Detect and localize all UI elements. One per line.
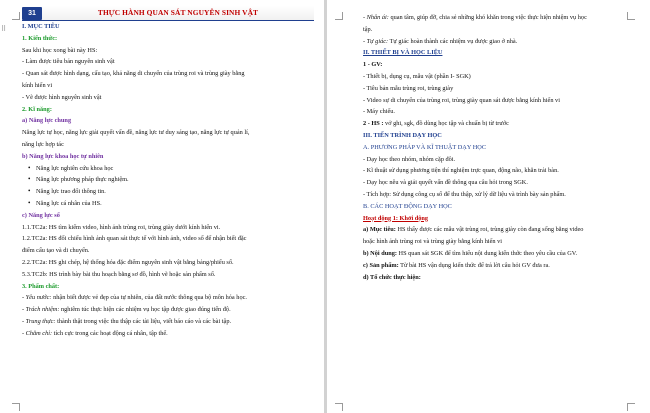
crop-mark	[12, 403, 20, 411]
text-line: d) Tổ chức thực hiện:	[363, 273, 421, 281]
text-line: - Trách nhiệm: nghiêm túc thực hiện các nhiệm vụ học tập được giao đúng tiến độ.	[22, 306, 231, 314]
text-line: • Năng lực nghiên cứu khoa học	[22, 163, 314, 175]
text-line: - Thiết bị, dụng cụ, mẫu vật (phần I- SGK)	[363, 72, 471, 80]
lesson-number-badge: 31	[22, 7, 42, 20]
text-line: - Tự giác: Tự giác hoàn thành các nhiệm vụ được giao ở nhà.	[363, 37, 518, 45]
text-line: - Video sự di chuyển của trùng roi, trùng giày quan sát được bằng kính hiển vi	[363, 96, 560, 104]
text-line: II. THIẾT BỊ VÀ HỌC LIỆU	[363, 49, 443, 57]
text-line: • Năng lực trao đổi thông tin.	[22, 186, 314, 198]
text-line: 5.3.TC2b: HS trình bày bài thu hoạch bằng sơ đồ, hình vẽ hoặc sản phẩm số.	[22, 270, 216, 278]
text-line: điểm cấu tạo và di chuyển.	[22, 247, 90, 255]
left-page-content	[22, 6, 314, 340]
crop-mark	[627, 403, 635, 411]
text-line: - Chăm chỉ: tích cực trong các hoạt động cá nhân, tập thể.	[22, 329, 168, 337]
left-text-body	[22, 21, 314, 340]
text-line: tập.	[363, 25, 373, 33]
text-line: c) Sản phẩm: Từ bài HS vận dụng kiến thức để trả lời câu hỏi GV đưa ra.	[363, 261, 550, 269]
lesson-header	[22, 6, 314, 21]
text-line: - Kĩ thuật sử dụng phương tiện thí nghiệm trực quan, động não, khăn trải bàn.	[363, 167, 559, 175]
text-line: a) Năng lực chung	[22, 117, 72, 125]
text-line: - Dạy học nêu và giải quyết vấn đề thông qua câu hỏi trong SGK.	[363, 179, 528, 187]
text-line: III. TIẾN TRÌNH DẠY HỌC	[363, 131, 442, 139]
text-line: B. CÁC HOẠT ĐỘNG DẠY HỌC	[363, 202, 452, 210]
drag-handle-icon[interactable]: ⠿	[1, 25, 6, 33]
text-line: b) Năng lực khoa học tự nhiên	[22, 152, 104, 160]
text-line: 2 - HS : vở ghi, sgk, đồ dùng học tập và chuẩn bị từ trước	[363, 120, 509, 128]
text-line: kính hiển vi	[22, 81, 53, 89]
lesson-title: THỰC HÀNH QUAN SÁT NGUYÊN SINH VẬT	[97, 8, 259, 18]
text-line: • Năng lực cá nhân của HS.	[22, 198, 314, 210]
text-line: Sau khi học xong bài này HS:	[22, 46, 98, 54]
text-line: - Dạy học theo nhóm, nhóm cặp đôi.	[363, 155, 456, 163]
right-page-content	[363, 12, 633, 283]
text-line: Năng lực tự học, năng lực giải quyết vấn đề, năng lực tư duy sáng tạo, năng lực tự quản lí,	[22, 129, 250, 137]
text-line: 1 - GV:	[363, 61, 383, 69]
right-text-body	[363, 12, 633, 283]
text-line: - Máy chiếu.	[363, 108, 395, 116]
text-line: 1.1.TC2a: HS tìm kiếm video, hình ảnh trùng roi, trùng giày dưới kính hiển vi.	[22, 223, 221, 231]
text-line: - Nhân ái: quan tâm, giúp đỡ, chia sẻ những khó khăn trong việc thực hiện nhiệm vụ học	[363, 14, 587, 21]
text-line: b) Nội dung: HS quan sát SGK để tìm hiểu nội dung kiến thức theo yêu cầu của GV.	[363, 249, 578, 257]
text-line: 2. Kĩ năng:	[22, 105, 52, 113]
text-line: 1.2.TC2a: HS đối chiếu hình ảnh quan sát thực tế với hình ảnh, video số để nhận biết đặc	[22, 235, 247, 243]
text-line: c) Năng lực số	[22, 211, 60, 219]
text-line: a) Mục tiêu: HS thấy được các mẫu vật trùng roi, trùng giày còn đang sống bằng video	[363, 226, 584, 234]
text-line: Hoạt động 1: Khởi động	[363, 214, 429, 222]
crop-mark	[335, 12, 343, 20]
text-line: A. PHƯƠNG PHÁP VÀ KĨ THUẬT DẠY HỌC	[363, 143, 487, 151]
text-line: • Năng lực phương pháp thực nghiệm.	[22, 174, 314, 186]
text-line: 3. Phẩm chất:	[22, 282, 60, 290]
text-line: - Trung thực: thành thật trong việc thu thập các tài liệu, viết báo cáo và các bài tập.	[22, 317, 232, 325]
crop-mark	[335, 403, 343, 411]
document-page-left	[0, 0, 324, 413]
text-line: hoặc hình ảnh trùng roi và trùng giày bằng kính hiển vi	[363, 238, 503, 246]
text-line: - Vẽ được hình nguyên sinh vật	[22, 93, 102, 101]
text-line: năng lực hợp tác	[22, 140, 64, 148]
text-line: I. MỤC TIÊU	[22, 23, 60, 30]
text-line: 1. Kiến thức:	[22, 34, 58, 42]
document-page-right	[327, 0, 650, 413]
text-line: - Làm được tiêu bản nguyên sinh vật	[22, 58, 115, 66]
text-line: - Yêu nước: nhận biết được vẻ đẹp của tự nhiên, của đất nước thông qua bộ môn hóa học.	[22, 294, 247, 302]
crop-mark	[12, 12, 20, 20]
text-line: - Tích hợp: Sử dụng công cụ số để thu thập, xử lý dữ liệu và trình bày sản phẩm.	[363, 190, 566, 198]
text-line: 2.2.TC2a: HS ghi chép, hệ thống hóa đặc điểm nguyên sinh vật bằng bảng/phiếu số.	[22, 258, 234, 266]
text-line: - Tiêu bản mẫu trùng roi, trùng giày	[363, 84, 454, 92]
text-line: - Quan sát được hình dạng, cấu tạo, khả năng di chuyển của trùng roi và trùng giày bằng	[22, 70, 245, 78]
